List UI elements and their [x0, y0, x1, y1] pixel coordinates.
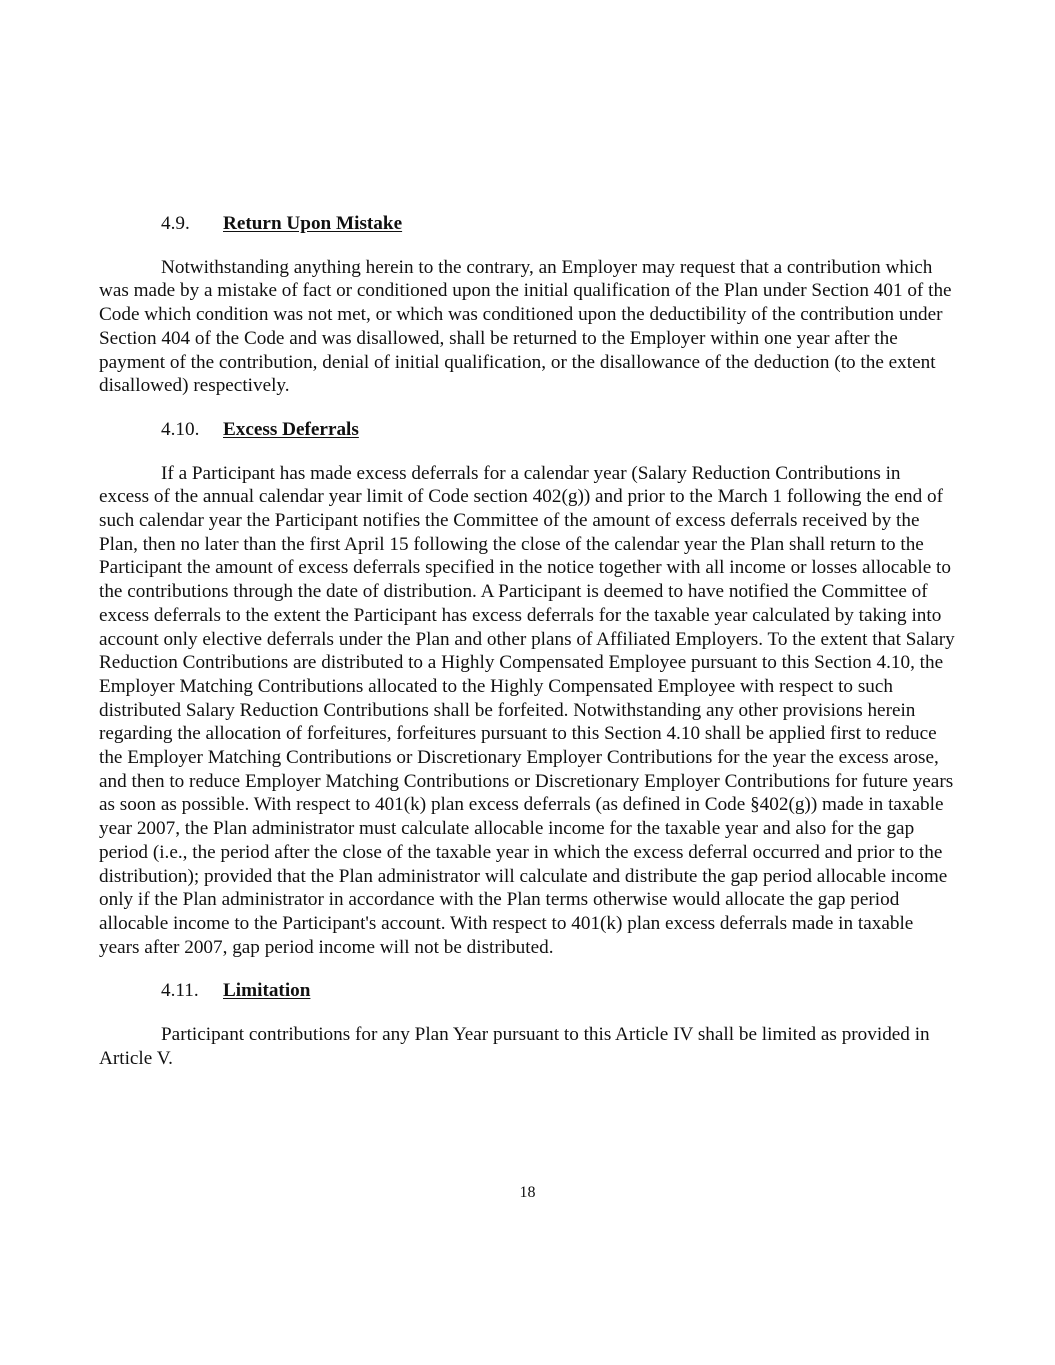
- section-paragraph-4-9: Notwithstanding anything herein to the contrary, an Employer may request that a contribution which was made by a mistake of fact or conditioned upon the initial qualification of the Plan under Section 401 of the Code which condition was not met, or which was conditioned upon the deductibility of the contribution under Section 404 of the Code and was disallowed, shall be returned to the Employer within one year after the payment of the contribution, denial of initial qualification, or the disallowance of the deduction (to the extent disallowed) respectively.: [99, 256, 952, 397]
- page-number: 18: [519, 1184, 536, 1201]
- section-heading-4-9: [99, 212, 955, 236]
- section-title: Return Upon Mistake: [223, 213, 403, 234]
- section-number: 4.9.: [161, 213, 190, 234]
- section-paragraph-4-11: Participant contributions for any Plan Year pursuant to this Article IV shall be limited as provided in Article V.: [99, 1024, 930, 1069]
- section-number: 4.11.: [161, 980, 199, 1002]
- section-heading-4-10: [99, 418, 955, 442]
- section-title: Excess Deferrals: [223, 418, 359, 440]
- section-heading-4-11: [99, 979, 955, 1003]
- section-title: Limitation: [223, 980, 311, 1002]
- document-page: [99, 212, 955, 1091]
- section-paragraph-4-10: If a Participant has made excess deferrals for a calendar year (Salary Reduction Contributions in excess of the annual calendar year limit of Code section 402(g)) and prior to the March 1 following the end of such calendar year the Participant notifies the Committee of the amount of excess deferrals received by the Plan, then no later than the first April 15 following the close of the calendar year the Plan shall return to the Participant the amount of excess deferrals specified in the notice together with all income or losses allocable to the contributions through the date of distribution. A Participant is deemed to have notified the Committee of excess deferrals to the extent the Participant has excess deferrals for the taxable year calculated by taking into account only elective deferrals under the Plan and other plans of Affiliated Employers. To the extent that Salary Reduction Contributions are distributed to a Highly Compensated Employee pursuant to this Section 4.10, the Employer Matching Contributions allocated to the Highly Compensated Employee with respect to such distributed Salary Reduction Contributions shall be forfeited. Notwithstanding any other provisions herein regarding the allocation of forfeitures, forfeitures pursuant to this Section 4.10 shall be applied first to reduce the Employer Matching Contributions or Discretionary Employer Contributions for the year the excess arose, and then to reduce Employer Matching Contributions or Discretionary Employer Contributions for future years as soon as possible. With respect to 401(k) plan excess deferrals (as defined in Code §402(g)) made in taxable year 2007, the Plan administrator must calculate allocable income for the taxable year and also for the gap period (i.e., the period after the close of the taxable year in which the excess deferral occurred and prior to the distribution); provided that the Plan administrator will calculate and distribute the gap period allocable income only if the Plan administrator in accordance with the Plan terms otherwise would allocate the gap period allocable income to the Participant's account. With respect to 401(k) plan excess deferrals made in taxable years after 2007, gap period income will not be distributed.: [99, 462, 955, 958]
- section-number: 4.10.: [161, 418, 200, 440]
